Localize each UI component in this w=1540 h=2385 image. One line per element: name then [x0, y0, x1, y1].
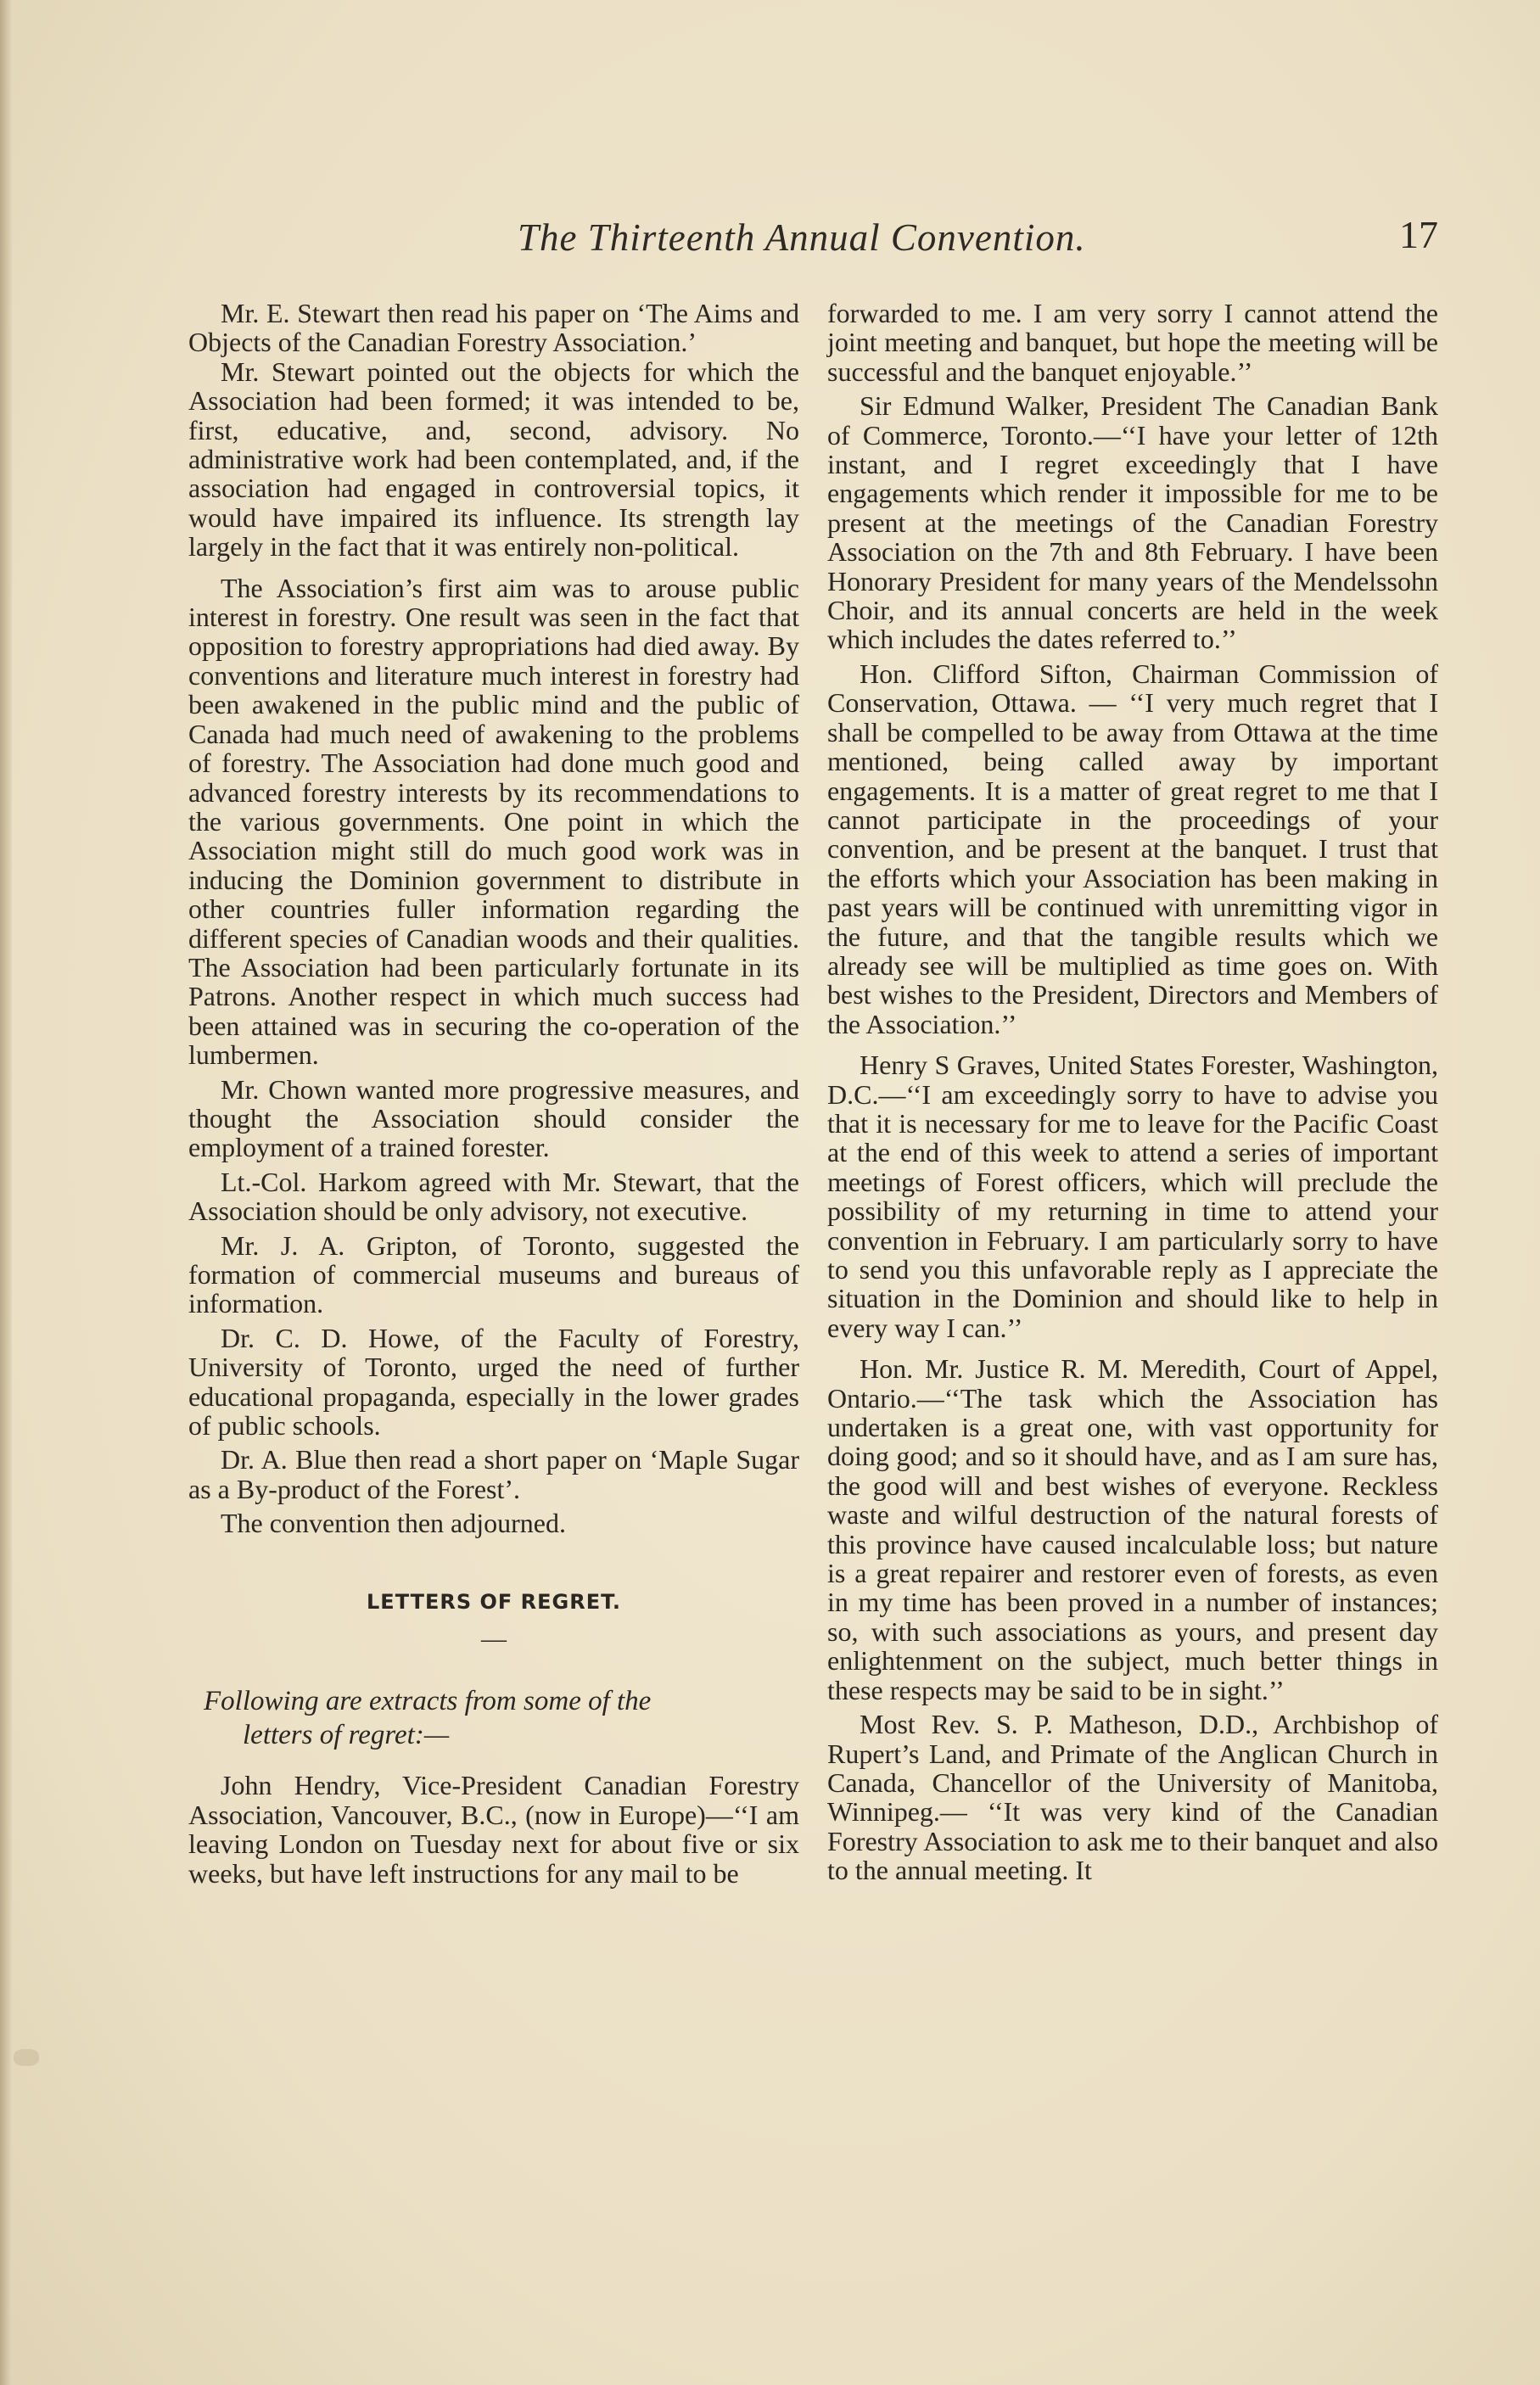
paragraph-chown: Mr. Chown wanted more progressive measures, and thought the Association should consider the employment of a trained forester.: [188, 1073, 799, 1163]
ink-smudge: [14, 2049, 39, 2066]
section-heading-letters: LETTERS OF REGRET.: [367, 1589, 621, 1614]
letters-intro-line1: Following are extracts from some of the: [204, 1686, 652, 1717]
page-header: [187, 212, 1438, 272]
page-number: 17: [1399, 213, 1438, 256]
letters-intro-line2: letters of regret:—: [243, 1720, 450, 1751]
paragraph-meredith-letter: Hon. Mr. Justice R. M. Meredith, Court of Appel, Ontario.—‘‘The task which the Association has undertaken is a great one, with vast opportunity for doing good; and so it should have, and as I am sure has, the good will and best wishes of everyone. Reckless waste and wilful destruction of the natural forests of this province have caused incalculable loss; but nature is a great repairer and restorer even of forests, as even in my time has been proved in a number of instances; so, with such associations as yours, and present day enlightenment on the subject, much better things in these respects may be said to be in sight.’’: [827, 1353, 1438, 1705]
paragraph-walker-letter: Sir Edmund Walker, President The Canadian Bank of Commerce, Toronto.—‘‘I have your letter of 12th instant, and I regret exceedingly that I have engagements which render it impossible for me to be present at the meetings of the Canadian Forestry Association on the 7th and 8th February. I have been Honorary President for many years of the Mendelssohn Choir, and its annual concerts are held in the week which includes the dates referred to.’’: [827, 390, 1438, 655]
left-column: [188, 299, 799, 1893]
paragraph-matheson-letter: Most Rev. S. P. Matheson, D.D., Archbishop of Rupert’s Land, and Primate of the Anglican Church in Canada, Chancellor of the University of Manitoba, Winnipeg.— ‘‘It was very kind of the Canadian Forestry Association to ask me to their banquet and also to the annual meeting. It: [827, 1709, 1438, 1886]
letters-intro: [188, 1684, 799, 1752]
paragraph-hendry-letter: John Hendry, Vice-President Canadian Forestry Association, Vancouver, B.C., (now in Europe)—‘‘I am leaving London on Tuesday next for about five or six weeks, but have left instructions for any mail to be: [188, 1770, 799, 1889]
paragraph-howe: Dr. C. D. Howe, of the Faculty of Forestry, University of Toronto, urged the need of further educational propaganda, especially in the lower grades of public schools.: [188, 1322, 799, 1442]
right-column: [827, 299, 1438, 1890]
paragraph-blue: Dr. A. Blue then read a short paper on ‘Maple Sugar as a By-product of the Forest’.: [188, 1444, 799, 1504]
page-binding-edge: [0, 0, 12, 2385]
paragraph-adjourned: The convention then adjourned.: [221, 1508, 566, 1539]
paragraph-graves-letter: Henry S Graves, United States Forester, Washington, D.C.—‘‘I am exceedingly sorry to have to advise you that it is necessary for me to leave for the Pacific Coast at the end of this week to attend a series of important meetings of Forest officers, which will preclude the possibility of my returning in time to attend your convention in February. I am particularly sorry to have to send you this unfavorable reply as I appreciate the situation in the Dominion and should like to help in every way I can.’’: [827, 1050, 1438, 1343]
running-title: The Thirteenth Annual Convention.: [518, 216, 1086, 259]
paragraph-sifton-letter: Hon. Clifford Sifton, Chairman Commission of Conservation, Ottawa. — ‘‘I very much regret that I shall be compelled to be away from Ottawa at the time mentioned, being called away by important engagements. It is a matter of great regret to me that I cannot participate in the proceedings of your convention, and be present at the banquet. I trust that the efforts which your Association has been making in past years will be continued with unremitting vigor in the future, and that the tangible results which we already see will be multiplied as time goes on. With best wishes to the President, Directors and Members of the Association.’’: [827, 658, 1438, 1039]
paragraph-harkom: Lt.-Col. Harkom agreed with Mr. Stewart, that the Association should be only advisory, not executive.: [188, 1166, 799, 1227]
section-divider: —: [481, 1625, 507, 1654]
paragraph-association-aim: The Association’s first aim was to arouse public interest in forestry. One result was seen in the fact that opposition to forestry appropriations had died away. By conventions and literature much interest in forestry had been awakened in the public mind and the public of Canada had much need of awakening to the problems of forestry. The Association had done much good and advanced forestry interests by its recommendations to the various governments. One point in which the Association might still do much good work was in inducing the Dominion government to distribute in other countries fuller information regarding the different species of Canadian woods and their qualities. The Association had been particularly fortunate in its Patrons. Another respect in which much success had been attained was in securing the co-operation of the lumbermen.: [188, 572, 799, 1071]
paragraph-stewart-objects: Mr. Stewart pointed out the objects for which the Association had been formed; it was intended to be, first, educative, and, second, advisory. No administrative work had been contemplated, and, if the association had engaged in controversial topics, it would have impaired its influence. Its strength lay largely in the fact that it was entirely non-political.: [188, 356, 799, 563]
paragraph-gripton: Mr. J. A. Gripton, of Toronto, suggested the formation of commercial museums and bureaus of information.: [188, 1229, 799, 1319]
paragraph-stewart-paper: Mr. E. Stewart then read his paper on ‘The Aims and Objects of the Canadian Forestry Association.’: [188, 298, 799, 358]
paragraph-hendry-continued: forwarded to me. I am very sorry I cannot attend the joint meeting and banquet, but hope the meeting will be successful and the banquet enjoyable.’’: [827, 298, 1438, 387]
